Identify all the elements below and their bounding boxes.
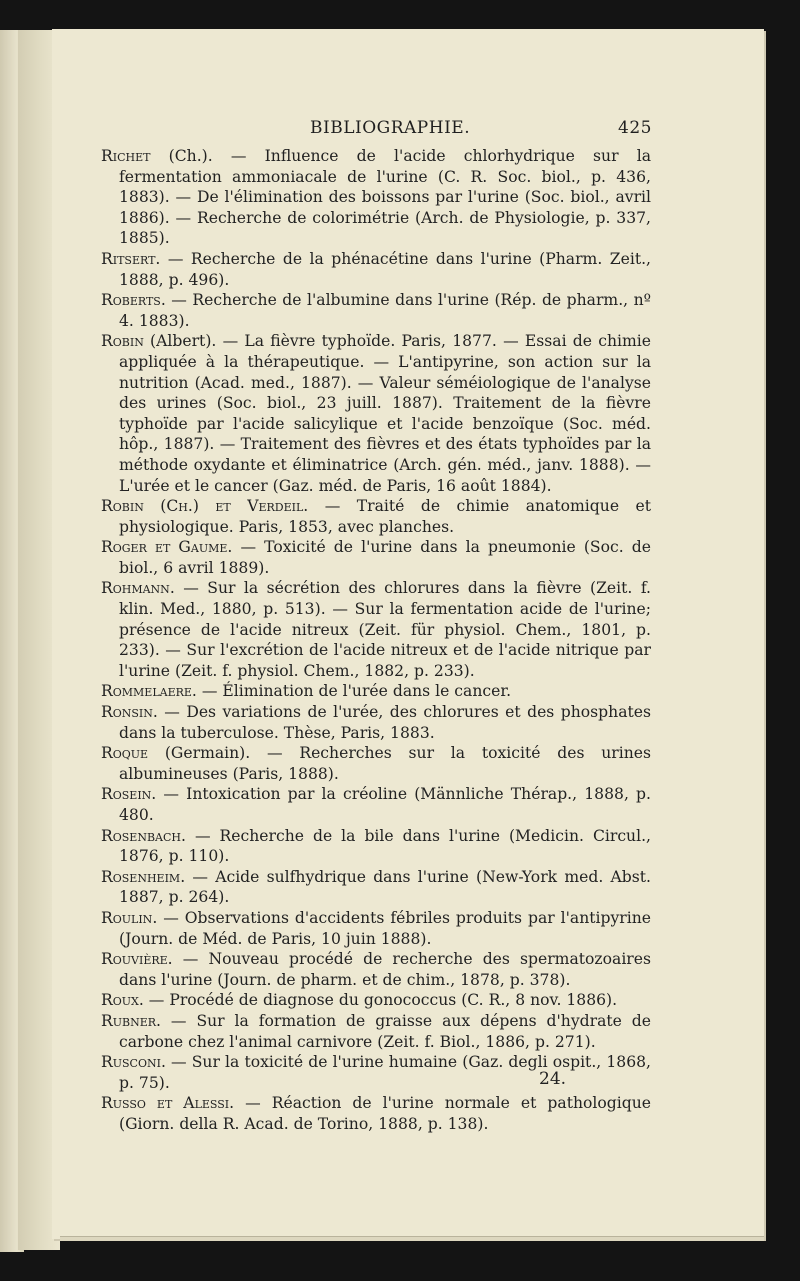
entry-author: Robin (Ch.) et Verdeil xyxy=(101,497,304,516)
entry-author: Rubner xyxy=(101,1011,157,1030)
bibliography-entry xyxy=(101,743,651,784)
entry-text: . — Sur la sécrétion des chlorures dans la fièvre (Zeit. f. klin. Med., 1880, p. 513). — Sur la fermentation acide de l'urine; présence de l'acide nitreux (Zeit. für physiol. Chem., 1801, p. 233). — Sur l'excrétion de l'acide nitreux et de l'acide nitrique par l'urine (Zeit. f. physiol. Chem., 1882, p. 233). xyxy=(119,579,651,680)
entry-author: Rommelaere xyxy=(101,682,192,701)
entry-author: Roux xyxy=(101,991,139,1010)
entry-author: Russo et Alessi xyxy=(101,1094,230,1113)
entry-author: Ritsert xyxy=(101,249,156,268)
page-bottom-edge xyxy=(60,1236,764,1241)
bibliography-entry xyxy=(101,990,651,1011)
entry-text: . — Élimination de l'urée dans le cancer. xyxy=(191,682,512,701)
entry-author: Rosein xyxy=(101,785,152,804)
entry-text: . — Recherche de l'albumine dans l'urine (Rép. de pharm., nº 4. 1883). xyxy=(119,291,651,330)
running-header xyxy=(52,118,652,142)
entry-text: . — Recherche de la bile dans l'urine (Medicin. Circul., 1876, p. 110). xyxy=(119,826,651,866)
bibliography-entry xyxy=(101,949,651,990)
entry-author: Rusconi xyxy=(101,1053,161,1072)
entry-text: (Albert). — La fièvre typhoïde. Paris, 1877. — Essai de chimie appliquée à la thérapeutique. — L'antipyrine, son action sur la nutrition (Acad. med., 1887). — Valeur séméiologique de l'analyse des urines (Soc. biol., 23 juill. 1887). Traitement de la fièvre typhoïde par l'acide salicylique et l'acide benzoïque (Soc. méd. hôp., 1887). — Traitement des fièvres et des états typhoïdes par la méthode oxydante et éliminatrice (Arch. gén. méd., janv. 1888). — L'urée et le cancer (Gaz. méd. de Paris, 16 août 1884). xyxy=(119,332,651,495)
bibliography-entry xyxy=(101,784,651,825)
entry-text: . — Toxicité de l'urine dans la pneumonie (Soc. de biol., 6 avril 1889). xyxy=(119,538,652,577)
bibliography-entry xyxy=(101,867,651,908)
bibliography-entry xyxy=(101,331,651,496)
entry-text: . — Procédé de diagnose du gonococcus (C. R., 8 nov. 1886). xyxy=(138,991,618,1010)
entry-text: . — Nouveau procédé de recherche des spermatozoaires dans l'urine (Journ. de pharm. et de chim., 1878, p. 378). xyxy=(119,950,651,989)
entry-author: Rouvière xyxy=(101,950,168,969)
bibliography-entry xyxy=(101,496,651,537)
bibliography-entry xyxy=(101,826,651,867)
entry-text: . — Intoxication par la créoline (Männliche Thérap., 1888, p. 480. xyxy=(119,785,651,824)
bibliography-entry xyxy=(101,1093,651,1134)
entry-text: . — Traité de chimie anatomique et physiologique. Paris, 1853, avec planches. xyxy=(119,497,651,536)
bibliography-entry xyxy=(101,1011,651,1052)
entry-author: Roque xyxy=(101,744,149,763)
page-number: 425 xyxy=(618,118,652,138)
entry-author: Roger et Gaume xyxy=(101,538,228,557)
bibliography-entry xyxy=(101,249,651,290)
bibliography-list xyxy=(101,146,651,1135)
bibliography-entry xyxy=(101,146,651,249)
bibliography-entry xyxy=(101,290,651,331)
entry-author: Roulin xyxy=(101,908,153,927)
bibliography-entry xyxy=(101,537,651,578)
entry-author: Rohmann xyxy=(101,579,170,598)
entry-author: Roberts xyxy=(101,291,161,310)
entry-text: (Ch.). — Influence de l'acide chlorhydrique sur la fermentation ammoniacale de l'urine (C. R. Soc. biol., p. 436, 1883). — De l'élimination des boissons par l'urine (Soc. biol., avril 1886). — Recherche de colorimétrie (Arch. de Physiologie, p. 337, 1885). xyxy=(119,147,651,248)
entry-text: . — Réaction de l'urine normale et pathologique (Giorn. della R. Acad. de Torino, 1888, p. 138). xyxy=(119,1094,651,1133)
entry-text: . — Des variations de l'urée, des chlorures et des phosphates dans la tuberculose. Thèse, Paris, 1883. xyxy=(119,703,651,742)
entry-text: . — Sur la toxicité de l'urine humaine (Gaz. degli ospit., 1868, p. 75). xyxy=(119,1053,651,1092)
entry-text: . — Recherche de la phénacétine dans l'urine (Pharm. Zeit., 1888, p. 496). xyxy=(119,249,651,289)
bibliography-entry xyxy=(101,1052,651,1093)
entry-text: (Germain). — Recherches sur la toxicité des urines albumineuses (Paris, 1888). xyxy=(119,744,651,783)
entry-author: Robin xyxy=(101,332,144,351)
bibliography-entry xyxy=(101,702,651,743)
entry-author: Rosenheim xyxy=(101,867,181,886)
entry-author: Ronsin xyxy=(101,703,153,722)
signature-mark: 24. xyxy=(539,1069,567,1089)
bibliography-entry xyxy=(101,578,651,681)
entry-author: Richet xyxy=(101,147,151,165)
entry-text: . — Observations d'accidents fébriles produits par l'antipyrine (Journ. de Méd. de Paris, 10 juin 1888). xyxy=(119,908,651,948)
entry-text: . — Sur la formation de graisse aux dépens d'hydrate de carbone chez l'animal carnivore (Zeit. f. Biol., 1886, p. 271). xyxy=(119,1011,651,1051)
running-title: BIBLIOGRAPHIE. xyxy=(310,118,471,138)
entry-text: . — Acide sulfhydrique dans l'urine (New-York med. Abst. 1887, p. 264). xyxy=(119,867,651,907)
bibliography-entry xyxy=(101,908,651,949)
entry-author: Rosenbach xyxy=(101,826,181,845)
bibliography-entry xyxy=(101,681,651,702)
